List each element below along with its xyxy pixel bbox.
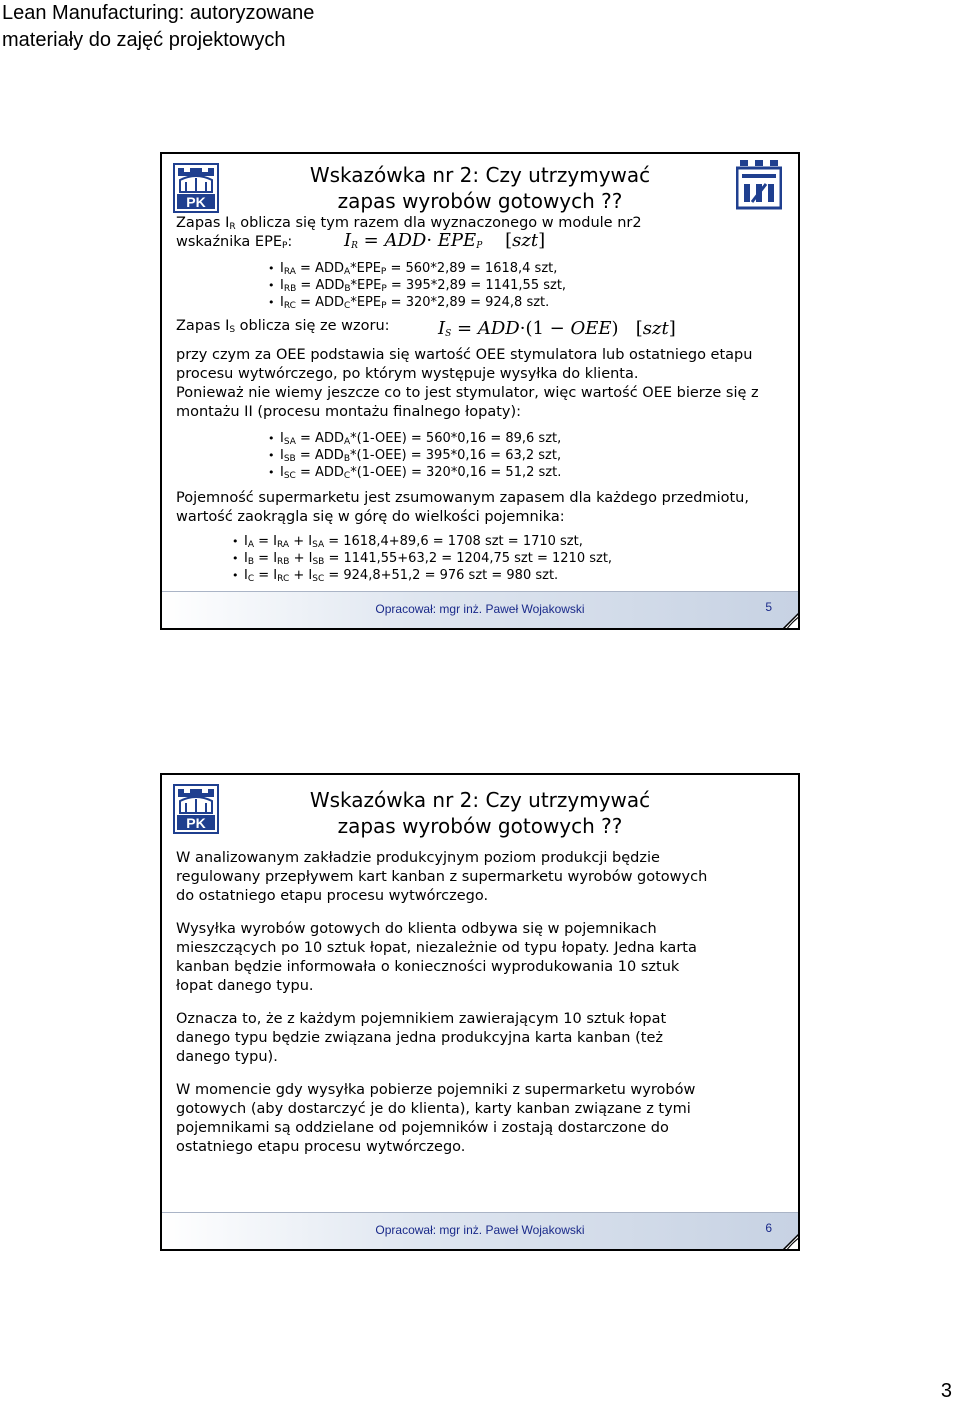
formula-is: $I_S = ADD\cdot(1 - OEE)$ [szt] [438, 318, 676, 339]
slide-title-line-1: Wskazówka nr 2: Czy utrzymywać [309, 788, 651, 812]
pk-logo-icon [172, 162, 220, 214]
slide-footer [162, 1212, 798, 1249]
slide-body [176, 849, 718, 1157]
paragraph: Wysyłka wyrobów gotowych do klienta odbywa się w pojemnikach mieszczących po 10 sztuk łopat, niezależnie od typu łopaty. Jedna karta kanban będzie informowała o konieczności wyprodukowania 10 sztuk łopat danego typu. [176, 921, 697, 994]
list-item: • $I_C = I_{RC} + I_{SC} = 924,8+51,2 = 976$ szt = 980 szt. [232, 567, 788, 584]
slide-6 [160, 773, 800, 1251]
text-przy-czym: przy czym za OEE podstawia się wartość OEE stymulatora lub ostatniego etapu procesu wytwórczego, po którym występuje wysyłka do klienta. [176, 347, 753, 382]
list-item: • $I_{SA} = ADD_A*(1-OEE) = 560*0,16 = 89,6$ szt, [268, 430, 788, 447]
castle-logo-icon [736, 160, 782, 210]
text-zapas-is: Zapas $I_S$ oblicza się ze wzoru: $I_S = ADD\cdot(1 - OEE)$ [szt] [176, 318, 676, 339]
list-item: • $I_{RB} = ADD_B*EPE_P = 395*2,89 = 1141,55$ szt, [268, 277, 788, 294]
svg-text:PK: PK [186, 815, 206, 831]
slide-number: 6 [765, 1221, 772, 1235]
list-item: • $I_{RA} = ADD_A*EPE_P = 560*2,89 = 1618,4$ szt, [268, 260, 788, 277]
slide-title-line-1: Wskazówka nr 2: Czy utrzymywać [309, 163, 651, 187]
slide-footer [162, 591, 798, 628]
footer-author: Opracował: mgr inż. Paweł Wojakowski [375, 602, 585, 616]
svg-text:PK: PK [186, 194, 206, 210]
document-header [2, 0, 314, 54]
slide-title [232, 162, 728, 214]
header-line-2: materiały do zajęć projektowych [2, 29, 286, 51]
slide-title [232, 787, 728, 839]
slide-title-line-2: zapas wyrobów gotowych ?? [337, 189, 623, 213]
formula-ir: $I_R = ADD\cdot EPE_P$ [szt] [344, 230, 546, 251]
slide-5 [160, 152, 800, 630]
page-curl-icon [782, 612, 798, 628]
text-pojemnosc: Pojemność supermarketu jest zsumowanym zapasem dla każdego przedmiotu, wartość zaokrągla się w górę do wielkości pojemnika: [176, 490, 749, 525]
text-zapas-ir: Zapas $I_R$ oblicza się tym razem dla wyznaczonego w module nr2 [176, 215, 642, 232]
list-is [268, 430, 788, 481]
page-number: 3 [940, 1380, 952, 1402]
paragraph: Oznacza to, że z każdym pojemnikiem zawierającym 10 sztuk łopat danego typu będzie związana jedna produkcyjna karta kanban (też danego typu). [176, 1011, 667, 1065]
list-item: • $I_{SB} = ADD_B*(1-OEE) = 395*0,16 = 63,2$ szt, [268, 447, 788, 464]
header-line-1: Lean Manufacturing: autoryzowane [2, 2, 315, 24]
page-curl-icon [782, 1233, 798, 1249]
paragraph: W analizowanym zakładzie produkcyjnym poziom produkcji będzie regulowany przepływem kart kanban z supermarketu wyrobów gotowych do ostatniego etapu procesu wytwórczego. [176, 850, 708, 904]
list-ir [268, 260, 788, 311]
pk-logo-icon [172, 783, 220, 835]
text-wskaznika: wskaźnika $EPE_P$: $I_R = ADD\cdot EPE_P$ [szt] [176, 230, 546, 251]
text-poniewaz: Ponieważ nie wiemy jeszcze co to jest stymulator, więc wartość OEE bierze się z montażu II (procesu montażu finalnego łopaty): [176, 385, 759, 420]
list-item: • $I_{RC} = ADD_C*EPE_P = 320*2,89 = 924,8$ szt. [268, 294, 788, 311]
list-i [232, 533, 788, 584]
footer-author: Opracował: mgr inż. Paweł Wojakowski [375, 1223, 585, 1237]
list-item: • $I_{SC} = ADD_C*(1-OEE) = 320*0,16 = 51,2$ szt. [268, 464, 788, 481]
list-item: • $I_A = I_{RA} + I_{SA} = 1618,4+89,6 = 1708$ szt = 1710 szt, [232, 533, 788, 550]
slide-title-line-2: zapas wyrobów gotowych ?? [337, 814, 623, 838]
slide-number: 5 [765, 600, 772, 614]
list-item: • $I_B = I_{RB} + I_{SB} = 1141,55+63,2 = 1204,75$ szt = 1210 szt, [232, 550, 788, 567]
slide-body [176, 214, 788, 584]
paragraph: W momencie gdy wysyłka pobierze pojemniki z supermarketu wyrobów gotowych (aby dostarczyć je do klienta), karty kanban związane z tymi pojemnikami są oddzielane od pojemników i zostają dostarczone do ostatniego etapu procesu wytwórczego. [176, 1082, 696, 1155]
